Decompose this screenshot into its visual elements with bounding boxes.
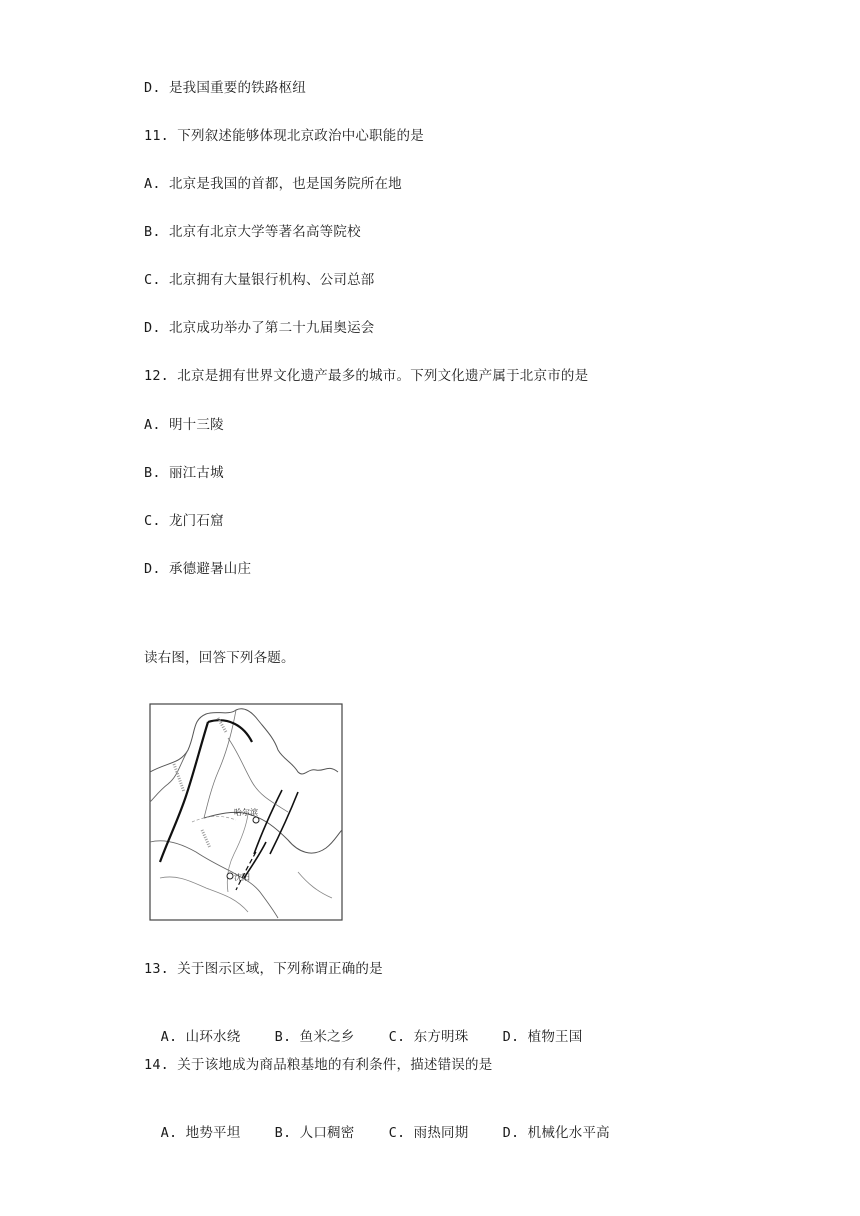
q12-option-a: A. 明十三陵 (144, 417, 224, 433)
q12-option-b: B. 丽江古城 (144, 465, 224, 481)
q11-option-c: C. 北京拥有大量银行机构、公司总部 (144, 272, 375, 288)
q13-option-a: A. 山环水绕 (160, 1029, 241, 1045)
q11-option-d: D. 北京成功举办了第二十九届奥运会 (144, 320, 375, 336)
q11-stem: 11. 下列叙述能够体现北京政治中心职能的是 (144, 128, 424, 144)
q13-option-d: D. 植物王国 (502, 1029, 583, 1045)
q13-options-row (144, 1007, 617, 1047)
q10-option-d: D. 是我国重要的铁路枢纽 (144, 80, 306, 96)
q12-option-c: C. 龙门石窟 (144, 513, 224, 529)
q12-stem: 12. 北京是拥有世界文化遗产最多的城市。下列文化遗产属于北京市的是 (144, 368, 589, 384)
q14-option-a: A. 地势平坦 (160, 1125, 241, 1141)
q11-option-b: B. 北京有北京大学等著名高等院校 (144, 224, 361, 240)
q13-option-c: C. 东方明珠 (388, 1029, 469, 1045)
northeast-china-map (148, 702, 344, 922)
q13-option-b: B. 鱼米之乡 (274, 1029, 355, 1045)
q12-option-d: D. 承德避暑山庄 (144, 561, 252, 577)
q14-stem: 14. 关于该地成为商品粮基地的有利条件，描述错误的是 (144, 1057, 493, 1073)
q11-option-a: A. 北京是我国的首都，也是国务院所在地 (144, 176, 402, 192)
city-label-shenyang: 沈阳 (234, 873, 250, 882)
city-label-harbin: 哈尔滨 (234, 808, 258, 817)
q14-options-row (144, 1103, 617, 1143)
q13-stem: 13. 关于图示区域，下列称谓正确的是 (144, 961, 383, 977)
q14-option-b: B. 人口稠密 (274, 1125, 355, 1141)
q14-option-d: D. 机械化水平高 (502, 1125, 610, 1141)
map-instruction: 读右图，回答下列各题。 (144, 650, 295, 666)
q14-option-c: C. 雨热同期 (388, 1125, 469, 1141)
